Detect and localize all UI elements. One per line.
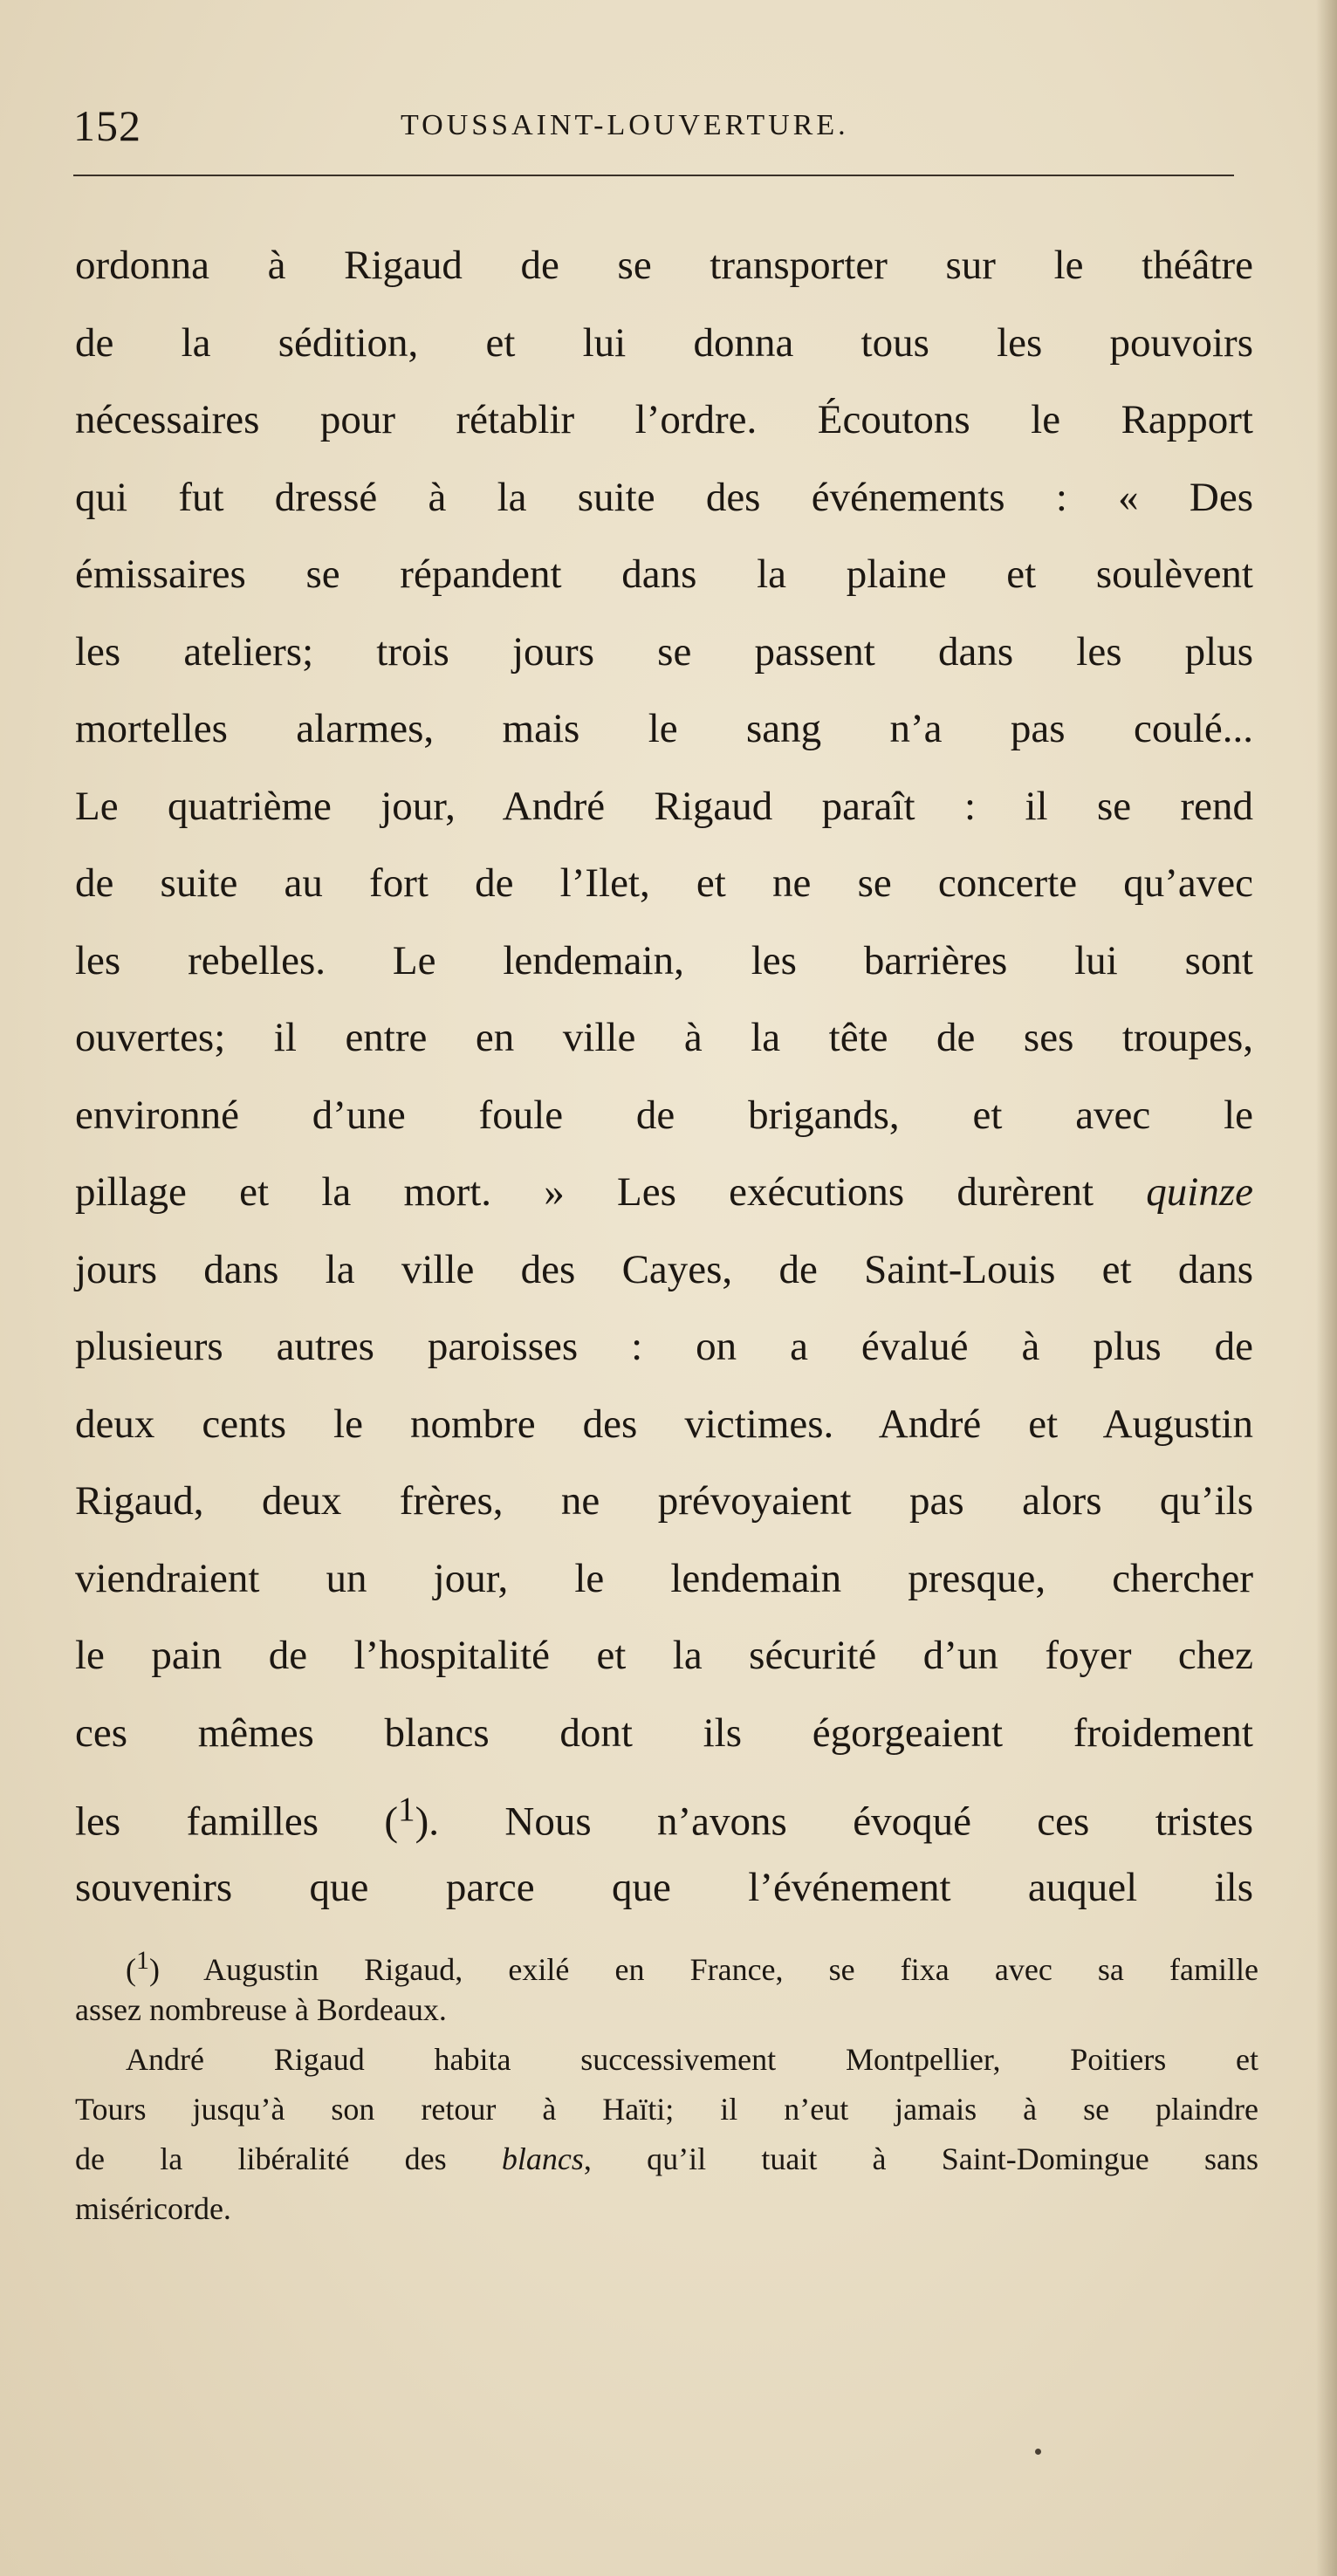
text-line: ouvertes; il entre en ville à la tête de ses troupes, (75, 1015, 1253, 1060)
text-line: de suite au fort de l’Ilet, et ne se concerte qu’avec (75, 860, 1253, 906)
text-line: plusieurs autres paroisses : on a évalué à plus de (75, 1324, 1253, 1369)
text-line: ordonna à Rigaud de se transporter sur le théâtre (75, 243, 1253, 288)
text-line: deux cents le nombre des victimes. André et Augustin (75, 1401, 1253, 1447)
footnote-marker (126, 1946, 160, 1987)
footnotes (75, 1935, 1258, 2234)
running-title: TOUSSAINT-LOUVERTURE. (401, 109, 849, 141)
text-segment: de la libéralité des (75, 2141, 502, 2176)
text-line: de la sédition, et lui donna tous les pouvoirs (75, 319, 1253, 366)
text-line: les rebelles. Le lendemain, les barrières lui sont (75, 937, 1253, 983)
text-line: viendraient un jour, le lendemain presque, chercher (75, 1555, 1253, 1601)
page-number: 152 (73, 101, 141, 150)
italic-word: quinze (1146, 1169, 1253, 1215)
text-segment: ). Nous n’avons évoqué ces tristes (415, 1798, 1253, 1845)
page-edge-shadow (1316, 0, 1337, 2576)
italic-word: blancs (501, 2141, 584, 2176)
text-line: Rigaud, deux frères, ne prévoyaient pas alors qu’ils (75, 1478, 1253, 1524)
text-line-with-footnote-ref (75, 1771, 1253, 1849)
text-line: souvenirs que parce que l’événement auquel ils (75, 1864, 1253, 1910)
text-line-with-italic (75, 1154, 1253, 1231)
text-line: jours dans la ville des Cayes, de Saint-Louis et dans (75, 1246, 1253, 1292)
text-line: nécessaires pour rétablir l’ordre. Écoutons le Rapport (75, 397, 1253, 442)
main-text (75, 227, 1253, 1926)
footnote-line: André Rigaud habita successivement Montpellier, Poitiers et (126, 2042, 1258, 2077)
text-segment: les familles ( (75, 1798, 399, 1845)
footnote-line: assez nombreuse à Bordeaux. (75, 1992, 447, 2027)
header-rule (73, 175, 1234, 176)
text-segment: Augustin Rigaud, exilé en France, se fixa avec sa famille (160, 1952, 1258, 1987)
text-line: Le quatrième jour, André Rigaud paraît : il se rend (75, 783, 1253, 829)
footnote-marker-paren: ( (126, 1952, 136, 1987)
footnote-line (75, 1935, 1258, 1985)
text-line: les ateliers; trois jours se passent dans les plus (75, 628, 1253, 675)
paper-speck (1035, 2449, 1041, 2455)
text-line: environné d’une foule de brigands, et avec le (75, 1092, 1253, 1138)
footnote-marker-paren: ) (149, 1952, 160, 1987)
text-line: le pain de l’hospitalité et la sécurité d’un foyer chez (75, 1633, 1253, 1678)
footnote-line-with-italic (75, 2134, 1258, 2184)
text-segment: pillage et la mort. » Les exécutions durèrent (75, 1169, 1147, 1215)
footnote-line: Tours jusqu’à son retour à Haïti; il n’eut jamais à se plaindre (75, 2092, 1258, 2127)
text-line: ces mêmes blancs dont ils égorgeaient froidement (75, 1709, 1253, 1756)
text-segment: , qu’il tuait à Saint-Domingue sans (583, 2141, 1258, 2176)
footnote-marker-number: 1 (136, 1946, 149, 1975)
footnote-line: miséricorde. (75, 2191, 231, 2226)
text-line: qui fut dressé à la suite des événements : « Des (75, 474, 1253, 520)
text-line: émissaires se répandent dans la plaine et soulèvent (75, 552, 1253, 597)
footnote-reference: 1 (398, 1791, 415, 1828)
page-header (73, 94, 1234, 157)
text-line: mortelles alarmes, mais le sang n’a pas coulé... (75, 706, 1253, 751)
